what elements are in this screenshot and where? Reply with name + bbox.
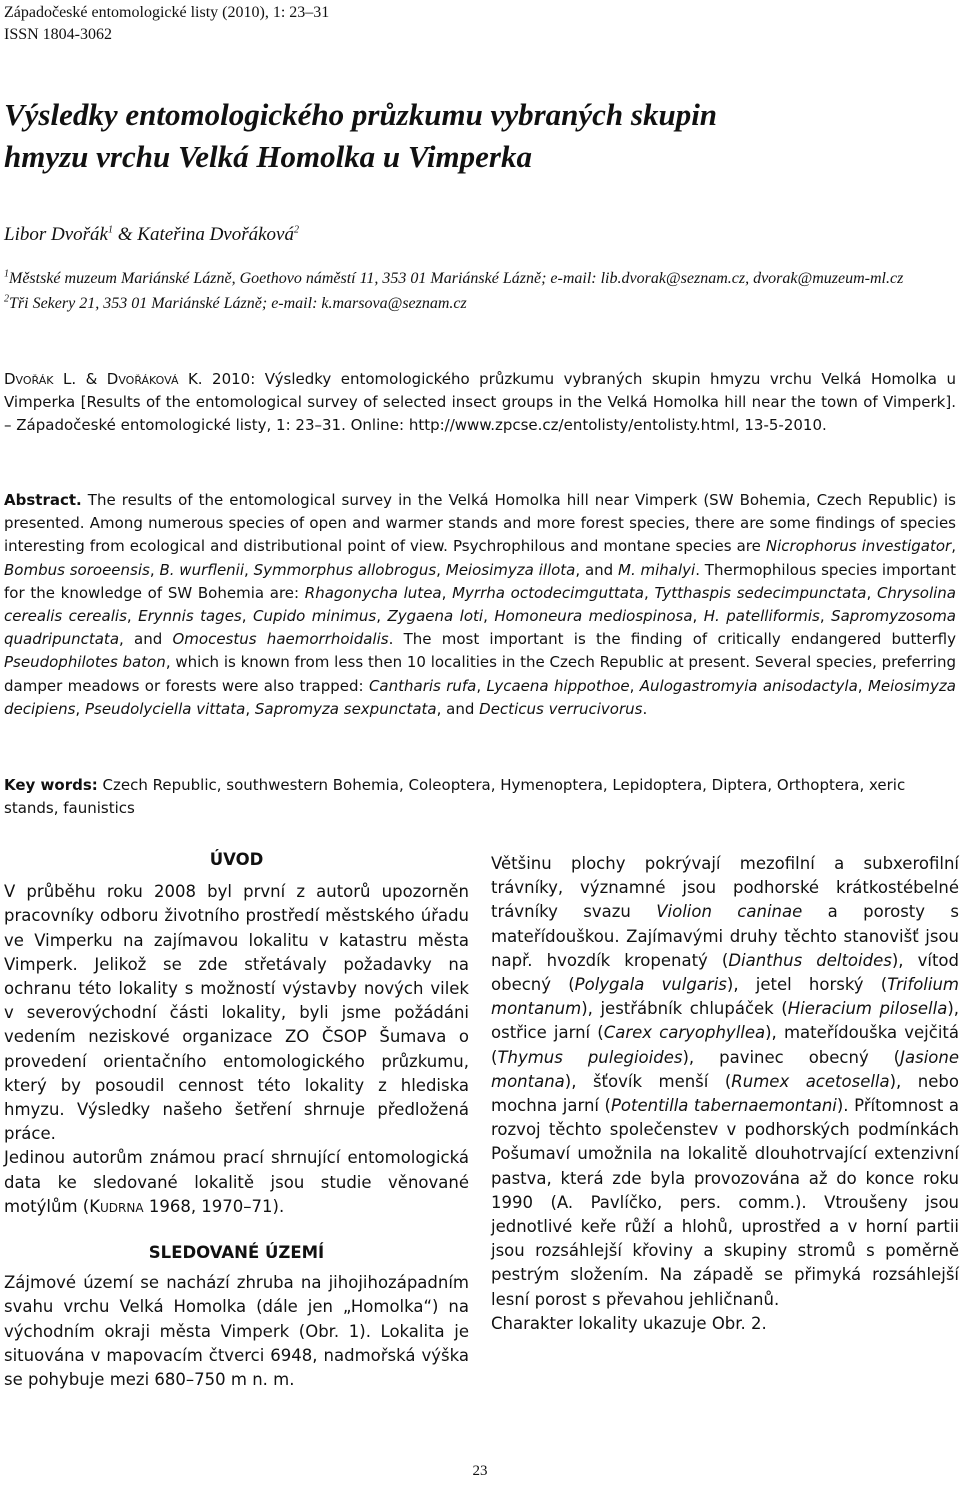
species-name: Meiosimyza illota [445, 560, 576, 579]
species-name: Cupido minimus [252, 607, 377, 626]
abstract-text: , [692, 607, 704, 626]
keywords-label: Key words: [4, 776, 98, 794]
citation-initial-1: L. & [53, 370, 107, 388]
abstract-text: , [476, 676, 487, 695]
author-2: Kateřina Dvořáková [137, 224, 294, 245]
paragraph-text: a porosty s mateřídouškou. Zajímavými druhy těchto stanovišť jsou např. hvozdík kropenatý ( [491, 902, 960, 970]
paragraph-text: ), pavinec obecný ( [682, 1047, 901, 1067]
species-name: Sapromyza sexpunctata [254, 699, 437, 718]
abstract-text: The results of the entomological survey in the Velká Homolka hill near Vimperk (SW Bohemia, Czech Republic) is presented. Among numerous species of open and warmer stands and more forest species, there are some findings of species interesting from ecological and distributional point of view. Psychrophilous and montane species are [4, 491, 956, 556]
paragraph [4, 1146, 469, 1219]
abstract-text: . [642, 699, 648, 718]
species-name: Nicrophorus investigator [765, 537, 952, 556]
species-name: Trifolium montanum [491, 975, 959, 1019]
abstract-text: . The most important is the finding of critically endangered butterfly [388, 630, 956, 649]
author-1-affil-mark: 1 [107, 224, 113, 236]
journal-header [4, 2, 329, 46]
abstract-text: , [643, 583, 655, 602]
paragraph-text: ), ostřice jarní ( [491, 999, 959, 1043]
reference-author: Kudrna [89, 1196, 144, 1216]
affiliation-2-mark: 2 [4, 293, 9, 305]
species-name: Chrysolina cerealis cerealis [4, 583, 956, 626]
title-line-2: hmyzu vrchu Velká Homolka u Vimperka [4, 139, 532, 174]
paragraph-text: ), jestřábník chlupáček ( [581, 999, 788, 1019]
species-name: M. mihalyi [618, 560, 696, 579]
paragraph-text: ), vítod obecný ( [491, 950, 959, 995]
species-name: Hieracium pilosella [787, 999, 948, 1019]
article-title [4, 94, 954, 178]
journal-citation-line: Západočeské entomologické listy (2010), 1: 23–31 [4, 4, 330, 21]
species-name: Violion caninae [656, 902, 803, 922]
citation-text: 2010: Výsledky entomologického průzkumu vybraných skupin hmyzu vrchu Velká Homolka u Vimperka [Results of the entomological survey of selected insect groups in the Velká Homolka hill near the town of Vimperk]. – Západočeské entomologické listy, 1: 23–31. Online: http://www.zpcse.cz/entolisty/entolisty.html, 13-5-2010. [4, 370, 956, 434]
abstract-text: , [244, 560, 254, 579]
title-line-1: Výsledky entomologického průzkumu vybraných skupin [4, 97, 718, 132]
section-heading-sledovane-uzemi: SLEDOVANÉ ÚZEMÍ [148, 1243, 325, 1263]
species-name: Cantharis rufa [368, 676, 477, 695]
paragraph: Charakter lokality ukazuje Obr. 2. [491, 1313, 767, 1333]
author-1: Libor Dvořák [4, 224, 108, 245]
paragraph: V průběhu roku 2008 byl první z autorů upozorněn pracovníky odboru životního prostředí městského úřadu ve Vimperku na zajímavou lokalitu v katastru města Vimperk. Jelikož se zde střetávaly požadavky na ochranu této lokality s možností výstavby nových vilek v severovýchodní části lokality, byli jsme požádáni vedením neziskové organizace ZO ČSOP Šumava o provedení orientačního entomologického průzkumu, který by posoudil cennost této lokality z hlediska hmyzu. Výsledky našeho šetření shrnuje předložená práce. [4, 882, 469, 1144]
affiliations [4, 266, 954, 316]
paragraph [491, 852, 959, 1312]
species-name: B. wurflenii [159, 560, 245, 579]
abstract-text: , [126, 607, 139, 626]
abstract-text: , [866, 583, 877, 602]
paragraph-text: ), jetel horský ( [726, 975, 888, 995]
abstract-text: . Thermophilous species important for the knowledge of SW Bohemia are: [4, 560, 957, 602]
abstract-text: , [441, 583, 453, 602]
abstract-text: , [857, 676, 868, 695]
species-name: Dianthus deltoides [728, 950, 892, 970]
abstract-text: , [483, 607, 495, 626]
abstract-text: , which is known from less then 10 localities in the Czech Republic at present. Several species, preferring damper meadows or forests were also trapped: [4, 653, 956, 695]
abstract-text: , [149, 560, 160, 579]
species-name: H. patelliformis [703, 607, 820, 626]
species-name: Symmorphus allobrogus [253, 560, 437, 579]
abstract-text: , [629, 676, 640, 695]
author-list [4, 224, 299, 246]
right-column [491, 852, 959, 1336]
species-name: Pseudophilotes baton [4, 653, 166, 672]
species-name: Erynnis tages [138, 607, 242, 626]
abstract-text: , and [436, 699, 480, 718]
species-name: Aulogastromyia anisodactyla [639, 676, 858, 695]
keywords [4, 774, 956, 820]
species-name: Tytthaspis sedecimpunctata [654, 583, 867, 602]
species-name: Lycaena hippothoe [486, 676, 630, 695]
abstract-text: , and [575, 560, 618, 579]
paragraph-text: Jedinou autorům známou prací shrnující entomologická data ke sledované lokalitě jsou studie věnované motýlům ( [4, 1148, 469, 1216]
paragraph-text: ), mateřídouška vejčitá ( [491, 1023, 959, 1067]
species-name: Potentilla tabernaemontani [610, 1096, 837, 1116]
abstract-text: , [376, 607, 388, 626]
author-separator: & [112, 224, 138, 245]
abstract-text: , [819, 607, 832, 626]
paragraph: Zájmové území se nachází zhruba na jihojihozápadním svahu vrchu Velká Homolka (dále jen „Homolka“) na východním okraji města Vimperk (Obr. 1). Lokalita je situována v mapovacím čtverci 6948, nadmořská výška se pohybuje mezi 680–750 m n. m. [4, 1273, 469, 1390]
species-name: Zygaena loti [387, 607, 484, 626]
paragraph-text: ), nebo mochna jarní ( [491, 1071, 959, 1116]
species-name: Sapromyzosoma quadripunctata [4, 607, 956, 649]
affiliation-2-text: Tři Sekery 21, 353 01 Mariánské Lázně; e-mail: k.marsova@seznam.cz [9, 295, 467, 312]
abstract [4, 489, 956, 721]
paragraph-text: 1968, 1970–71). [143, 1196, 285, 1216]
affiliation-1-mark: 1 [4, 268, 9, 280]
abstract-text: , [241, 607, 253, 626]
abstract-label: Abstract. [4, 491, 82, 509]
left-column [4, 848, 469, 1392]
keywords-text: Czech Republic, southwestern Bohemia, Coleoptera, Hymenoptera, Lepidoptera, Diptera, Orthoptera, xeric stands, faunistics [4, 776, 906, 817]
species-name: Carex caryophyllea [603, 1023, 766, 1043]
paragraph-text: Většinu plochy pokrývají mezofilní a subxerofilní trávníky, významné jsou podhorské krátkostébelné trávníky svazu [491, 854, 959, 922]
species-name: Homoneura mediospinosa [494, 607, 693, 626]
species-name: Rumex acetosella [731, 1071, 890, 1091]
abstract-text: , [75, 699, 85, 718]
species-name: Meiosimyza decipiens [4, 676, 956, 718]
affiliation-1 [4, 266, 954, 291]
abstract-text: , [436, 560, 446, 579]
citation-author-1: Dvořák [4, 370, 54, 388]
affiliation-1-text: Městské muzeum Mariánské Lázně, Goethovo náměstí 11, 353 01 Mariánské Lázně; e-mail: lib.dvorak@seznam.cz, dvorak@muzeum-ml.cz [9, 270, 904, 287]
species-name: Pseudolyciella vittata [84, 699, 246, 718]
citation-block [4, 368, 956, 437]
abstract-text: , and [119, 630, 173, 649]
abstract-text: , [245, 699, 255, 718]
page-number: 23 [472, 1463, 488, 1479]
species-name: Decticus verrucivorus [479, 699, 643, 718]
issn-line: ISSN 1804-3062 [4, 26, 113, 43]
species-name: Bombus soroeensis [4, 560, 150, 579]
abstract-text: , [951, 537, 957, 556]
paragraph-text: ). Přítomnost a rozvoj těchto společenstev v podhorských podmínkách Pošumaví umožnila na lokalitě dlouhotrvající extenzivní pastva, která zde byla provozována až do konce roku 1990 (A. Pavlíčko, pers. comm.). Vtroušeny jsou jednotlivé keře růží a hlohů, uprostřed a v horní partii jsou rozsáhlejší křoviny a skupiny stromů s poměrně pestrým složením. Na západě se přimyká rozsáhlejší lesní porost s převahou jehličnanů. [491, 1096, 959, 1309]
species-name: Jasione montana [491, 1047, 959, 1091]
species-name: Rhagonycha lutea [304, 583, 442, 602]
section-heading-uvod: ÚVOD [209, 850, 264, 869]
paragraph-text: ), šťovík menší ( [564, 1071, 732, 1091]
species-name: Thymus pulegioides [497, 1047, 683, 1067]
species-name: Polygala vulgaris [574, 975, 727, 995]
species-name: Myrrha octodecimguttata [452, 583, 644, 602]
species-name: Omocestus haemorrhoidalis [172, 630, 389, 649]
citation-author-2: Dvořáková [106, 370, 179, 388]
citation-initial-2: K. [178, 370, 203, 388]
author-2-affil-mark: 2 [294, 224, 299, 236]
affiliation-2 [4, 291, 954, 316]
